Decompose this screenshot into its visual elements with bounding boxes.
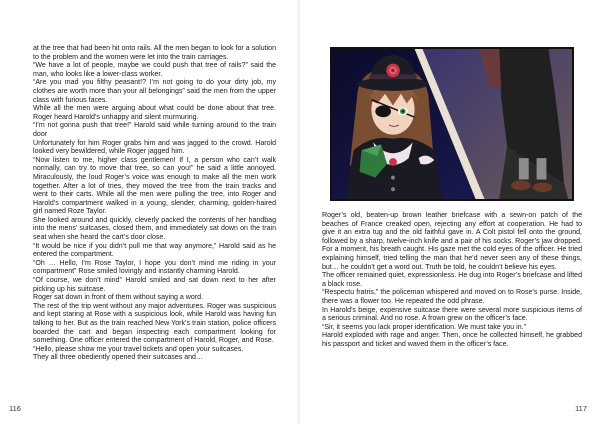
paragraph: “Respectu fratris,” the policeman whispered and moved on to Rose’s purse. Inside, there was a flower too. He repeated the odd phrase. [322, 289, 582, 305]
background-figure-leg [519, 158, 529, 179]
paragraph: While all the men were arguing about what could be done about that tree. Roger heard Harold’s unhappy and silent murmuring. [33, 105, 276, 121]
background-figure-shoe [511, 180, 531, 190]
right-page-text [322, 212, 582, 350]
dress-button [391, 187, 395, 191]
paragraph: “Sir, it seems you lack proper identification. We must take you in.” [322, 323, 526, 331]
paragraph: “Now listen to me, higher class gentlemen! If I, a person who can’t walk normally, can try to move that tree, so can you!” he said a little annoyed. Miraculously, the loud Roger’s voice was enough to make all the men work together. After a lot of tries, they moved the tree from the train tracks and went to their carts. While all the men were pulling the tree, into Roger and Harold’s compartment walked in a young, slender, charming, golden-haired girl named Roze Taylor. [33, 156, 276, 216]
paragraph: Roger’s old, beaten-up brown leather briefcase with a sewn-on patch of the beaches of France creaked open, rejecting any effort at cooperation. He had to give it an extra tug and the old faithful gave in. A Colt pistol fell onto the ground, followed by a sharp, twelve-inch knife and a pair of his socks. Roger’s jaw dropped. For a moment, his breath caught. His gaze met the cold eyes of the officer. He tried explaining himself, tried telling the man that he’d never seen any of these things, but… he couldn’t get a word out. Truth be told, he couldn’t believe his eyes. [322, 212, 582, 271]
illustration-art [332, 49, 572, 199]
rose-center [391, 69, 395, 73]
paragraph: “It would be nice if you didn’t pull me that way anymore,” Harold said as he entered the compartment. [33, 242, 276, 259]
paragraph: She looked around and quickly, cleverly packed the contents of her handbag into the mens’ suitcases, closed them, and immediately sat down on the train seat when she heard the cart’s door close. [33, 216, 276, 242]
paragraph: “Hello, please show me your travel tickets and open your suitcases. [33, 345, 244, 353]
paragraph: at the tree that had been hit onto rails. All the men began to look for a solution to the problem and the women were let into the train carriages. [33, 45, 276, 61]
background-figure-leg [537, 158, 547, 179]
paragraph: “Of course, we don’t mind” Harold smiled and sat down next to her after picking up his suitcase. [33, 277, 276, 293]
left-page-text [33, 45, 276, 363]
paragraph: Unfortunately for him Roger grabs him and was jagged to the crowd. Harold looked very bewildered, while Roger jagged him. [33, 139, 276, 156]
right-page [300, 0, 600, 424]
paragraph: The rest of the trip went without any major adventures. Roger was suspicious and kept staring at Rose with a suspicious look, while Harold was having fun talking to her. But as the train reached New York’s train station, police officers boarded the cart and began inspecting each compartment looking for something. One officer entered the compartment of Harold, Roger, and Rose. [33, 302, 276, 345]
paragraph: Roger sat down in front of them without saying a word. [33, 294, 203, 302]
background-figure-shoe [533, 182, 553, 192]
paragraph: They all three obediently opened their suitcases and… [33, 354, 204, 362]
collar-brooch [389, 158, 397, 166]
paragraph: Harold exploded with rage and anger. Then, once he collected himself, he grabbed his passport and ticket and waved them in the officer’s face. [322, 332, 582, 348]
paragraph: In Harold’s beige, expensive suitcase there were several more suspicious items of a serious criminal. And no rose. A frown grew on the officer’s face. [322, 306, 582, 323]
paragraph: “Oh … Hello, I’m Rose Taylor, I hope you don’t mind me riding in your compartment” Rose smiled lovingly and instantly charming Harold. [33, 259, 276, 276]
paragraph: “I’m not gonna push that tree!” Harold said while turning around to the train door [33, 122, 276, 138]
paragraph: “We have a lot of people, maybe we could push that tree of rails?” said the man, who looks like a lower-class worker. [33, 62, 276, 78]
page-number: 116 [9, 404, 21, 413]
dress-button [391, 176, 395, 180]
eye-pupil [402, 110, 405, 113]
comic-illustration-icon [330, 47, 574, 201]
paragraph: The officer remained quiet, expressionless. He dug into Roger’s briefcase and lifted a black rose. [322, 272, 582, 288]
paragraph: “Are you mad you filthy peasant!? I’m not going to do your dirty job, my clothes are worth more than your all belongings” said the men from the upper class with furious faces. [33, 79, 276, 104]
page-number: 117 [575, 404, 587, 413]
